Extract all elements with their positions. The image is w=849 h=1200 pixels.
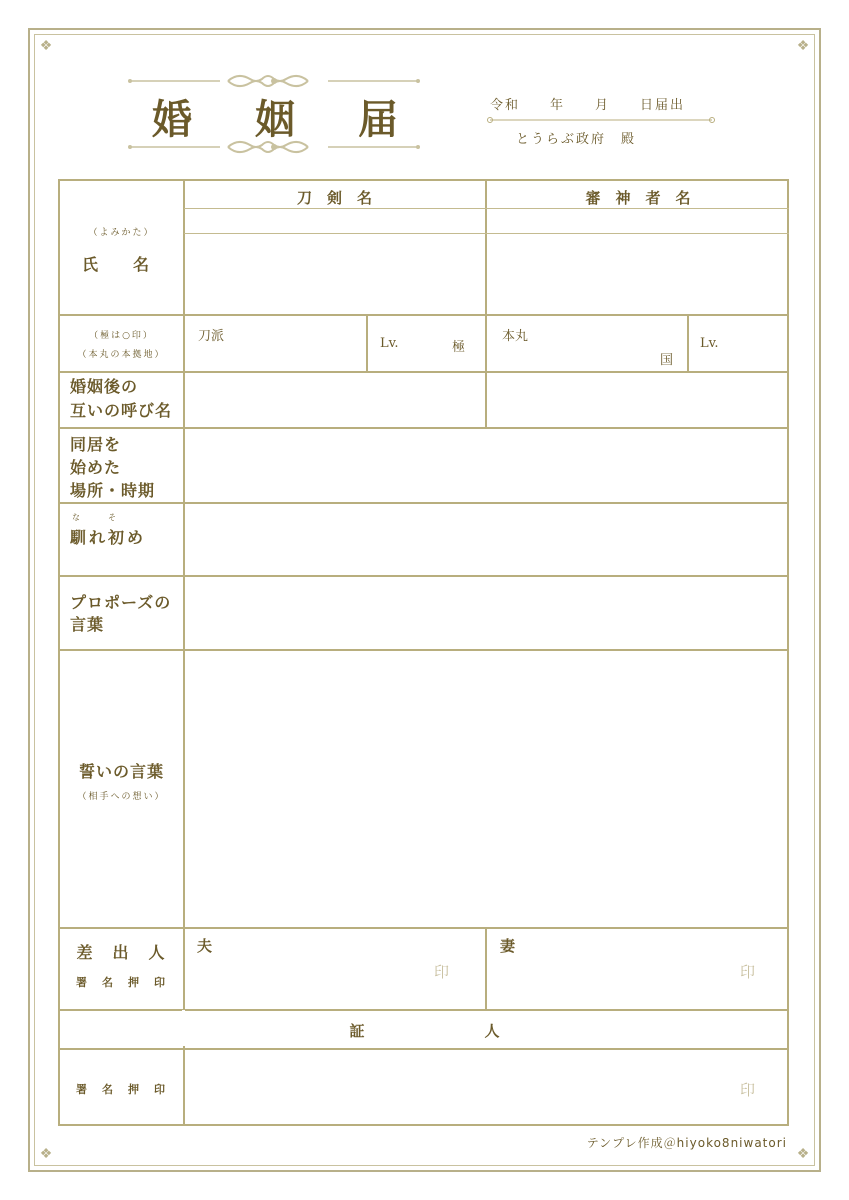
kiwame-mark[interactable]: 極: [452, 340, 466, 355]
vow-label: 誓いの言葉: [78, 762, 164, 781]
husband-label: 夫: [197, 937, 213, 955]
cell-divider: [366, 315, 368, 371]
honmaru-note-label: （本丸の本拠地）: [77, 350, 166, 360]
proposal-label-2: 言葉: [70, 615, 105, 634]
cell-divider: [485, 927, 487, 1009]
row-divider: [60, 1009, 789, 1011]
cell-divider: [687, 315, 689, 371]
corner-ornament-icon: ❖: [39, 1146, 53, 1162]
corner-ornament-icon: ❖: [39, 38, 53, 54]
corner-ornament-icon: ❖: [796, 1146, 810, 1162]
name-label: 氏 名: [82, 255, 151, 274]
call-name-label-1: 婚姻後の: [70, 377, 139, 396]
document-title: [130, 88, 420, 144]
saniwa-reading-field[interactable]: [487, 209, 789, 233]
sword-name-field[interactable]: [184, 234, 485, 314]
level-label: Lv.: [380, 336, 399, 351]
name-reading-label: （よみかた）: [88, 228, 155, 238]
wife-seal-mark[interactable]: 印: [740, 963, 756, 981]
witness-sign-field[interactable]: [184, 1050, 789, 1126]
vow-note-label: （相手への想い）: [77, 792, 166, 802]
addressee: とうらぶ政府 殿: [516, 132, 637, 147]
corner-ornament-icon: ❖: [796, 38, 810, 54]
bottom-flourish-icon: [128, 138, 420, 156]
cohab-label-3: 場所・時期: [70, 481, 156, 500]
first-meet-field[interactable]: [184, 503, 789, 575]
honmaru-label: 本丸: [502, 329, 529, 344]
applicant-label: 差 出 人: [76, 943, 167, 962]
witness-row-mask: [182, 1010, 185, 1046]
wife-label: 妻: [500, 937, 516, 955]
witness-seal-mark[interactable]: 印: [740, 1081, 756, 1099]
marriage-form-table: [58, 179, 789, 1126]
saniwa-call-name-field[interactable]: [487, 372, 789, 427]
divider-line-icon: [486, 114, 716, 126]
saniwa-name-header: 審 神 者 名: [585, 189, 691, 207]
first-meet-label: 馴れ初め: [70, 528, 147, 547]
applicant-sign-label: 署 名 押 印: [76, 976, 167, 989]
witness-header: 証 人: [349, 1022, 500, 1040]
cell-divider: [485, 315, 487, 371]
title-char: 姻: [255, 96, 295, 143]
cohab-label-2: 始めた: [70, 458, 122, 477]
filing-date: 令和 年 月 日届出: [490, 98, 686, 113]
cohab-label-1: 同居を: [70, 435, 122, 454]
row-divider: [60, 314, 789, 316]
province-label: 国: [660, 353, 674, 368]
call-name-label-2: 互いの呼び名: [70, 401, 173, 420]
template-credit: テンプレ作成＠hiyoko8niwatori: [586, 1136, 787, 1150]
vow-field[interactable]: [184, 650, 789, 927]
sword-reading-field[interactable]: [184, 209, 485, 233]
proposal-field[interactable]: [184, 576, 789, 649]
row-divider: [60, 927, 789, 929]
husband-seal-mark[interactable]: 印: [434, 963, 450, 981]
kiwame-note-label: （極は○印）: [89, 331, 154, 341]
proposal-label-1: プロポーズの: [70, 593, 172, 612]
first-meet-ruby: な そ: [72, 513, 120, 522]
saniwa-level-label: Lv.: [700, 336, 719, 351]
title-char: 婚: [152, 96, 192, 143]
cohab-field[interactable]: [184, 428, 789, 502]
sword-name-header: 刀 剣 名: [296, 189, 372, 207]
sword-school-label: 刀派: [198, 329, 225, 344]
witness-sign-label: 署 名 押 印: [76, 1083, 167, 1096]
sword-call-name-field[interactable]: [184, 372, 485, 427]
title-char: 届: [358, 96, 398, 143]
saniwa-name-field[interactable]: [487, 234, 789, 314]
